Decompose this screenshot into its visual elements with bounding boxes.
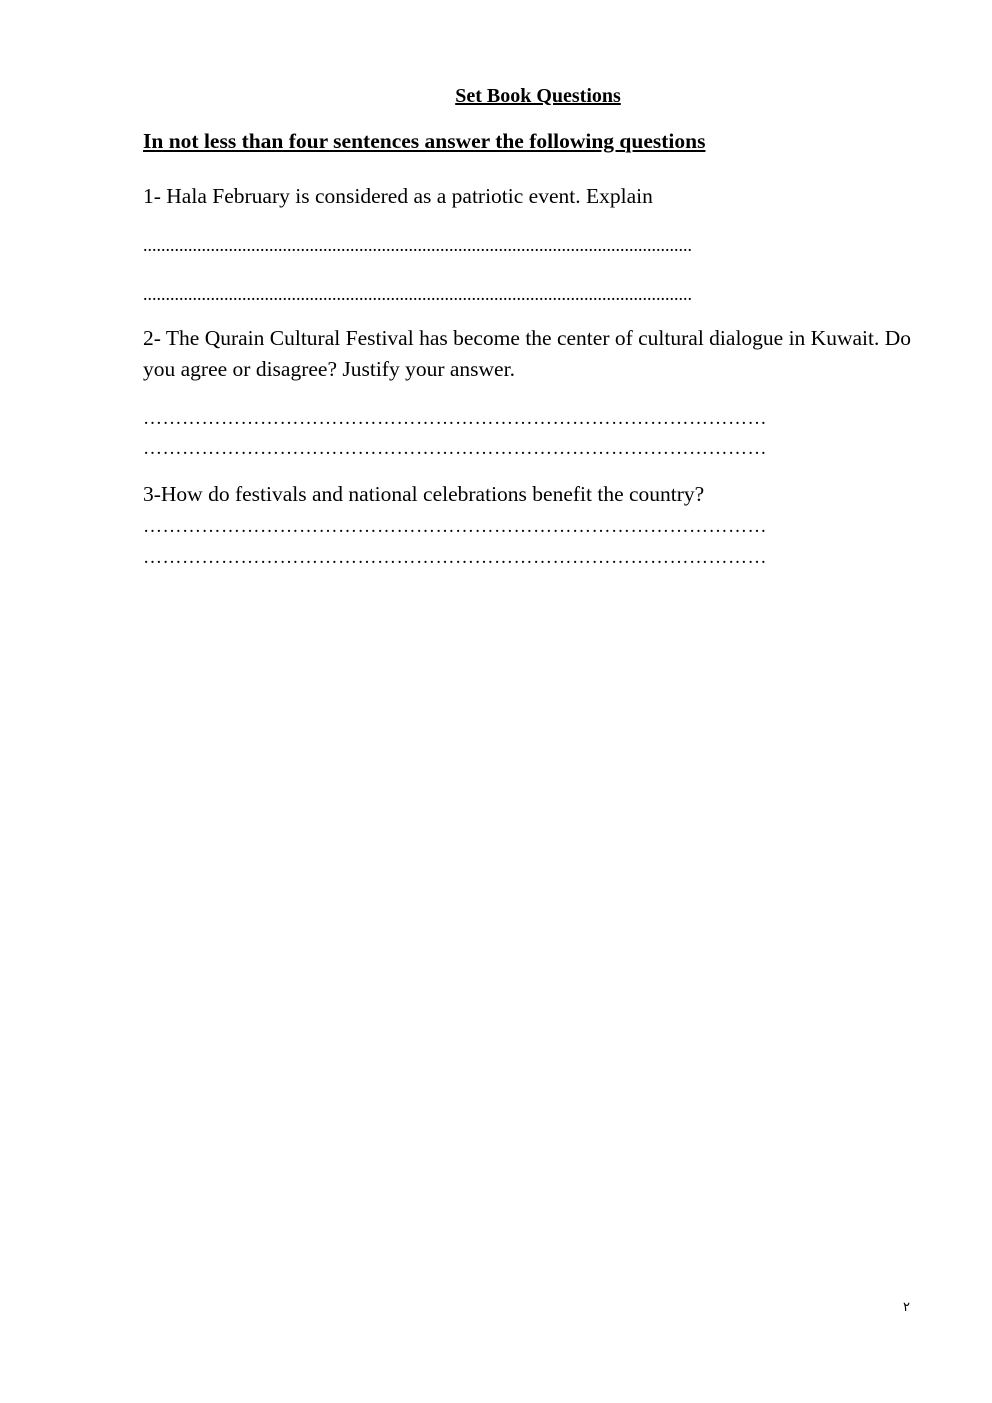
- answer-line-2b: ……………………………………………………………………………………: [143, 438, 767, 459]
- question-3: 3-How do festivals and national celebrations benefit the country?: [143, 482, 705, 506]
- answer-line-3a: ……………………………………………………………………………………: [143, 516, 767, 537]
- page-number: ٢: [903, 1300, 910, 1315]
- question-1: 1- Hala February is considered as a patriotic event. Explain: [143, 184, 653, 208]
- answer-line-1a: ..........................................................................................................................: [143, 235, 692, 255]
- instruction-heading: In not less than four sentences answer the following questions: [143, 129, 706, 153]
- answer-line-3b: ……………………………………………………………………………………: [143, 547, 767, 568]
- page-title: Set Book Questions: [455, 85, 621, 107]
- question-2: 2- The Qurain Cultural Festival has become the center of cultural dialogue in Kuwait. Do you agree or disagree? Justify your answer.: [143, 326, 912, 381]
- answer-line-2a: ……………………………………………………………………………………: [143, 408, 767, 429]
- answer-line-1b: ..........................................................................................................................: [143, 284, 692, 304]
